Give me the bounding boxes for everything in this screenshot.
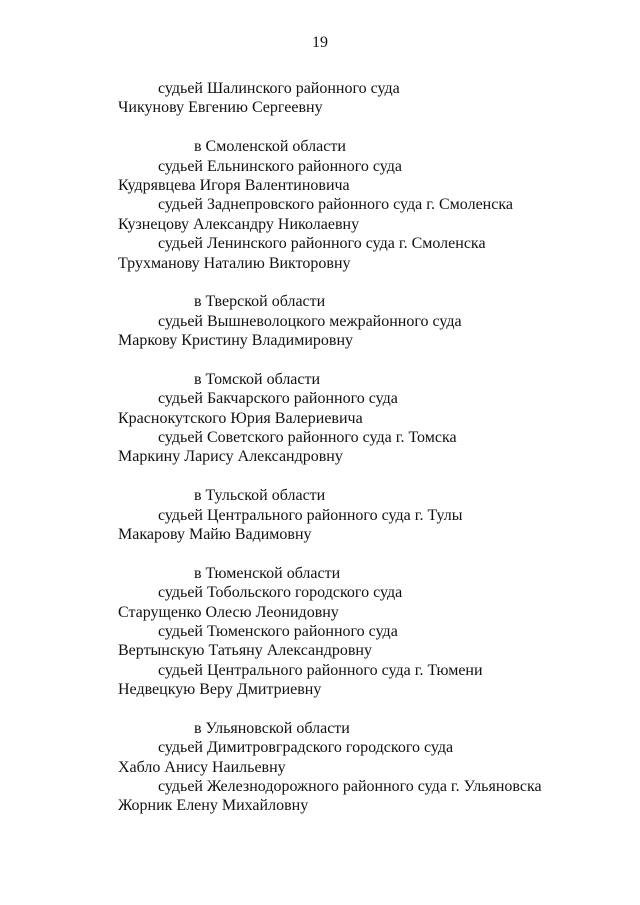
judge-name: Старущенко Олесю Леонидовну xyxy=(118,603,339,621)
judge-name: Кузнецову Александру Николаевну xyxy=(118,215,360,233)
judge-name: Маркову Кристину Владимировну xyxy=(118,332,354,350)
region-section-tyumen xyxy=(118,564,618,700)
region-section-tula xyxy=(118,486,618,544)
judge-name: Недвецкую Веру Дмитриевну xyxy=(118,681,322,699)
region-heading: в Тверской области xyxy=(194,293,326,311)
region-heading: в Тульской области xyxy=(194,487,326,505)
page-number: 19 xyxy=(312,34,328,51)
court-title: судьей Ельнинского районного суда xyxy=(158,157,403,175)
region-heading: в Тюменской области xyxy=(194,564,341,582)
region-section-smolensk xyxy=(118,137,618,273)
opening-block xyxy=(118,79,618,118)
judge-name: Вертынскую Татьяну Александровну xyxy=(118,642,372,660)
region-heading: в Томской области xyxy=(194,370,321,388)
court-title: судьей Димитровградского городского суда xyxy=(158,739,454,757)
judge-name: Чикунову Евгению Сергеевну xyxy=(118,99,323,117)
court-title: судьей Шалинского районного суда xyxy=(158,80,400,97)
region-heading: в Смоленской области xyxy=(194,138,346,156)
court-title: судьей Вышневолоцкого межрайонного суда xyxy=(158,312,462,330)
judge-name: Хабло Анису Наильевну xyxy=(118,758,286,776)
court-title: судьей Тобольского городского суда xyxy=(158,584,403,602)
court-title: судьей Ленинского районного суда г. Смоленска xyxy=(158,235,486,253)
judge-name: Трухманову Наталию Викторовну xyxy=(118,254,351,272)
judge-name: Жорник Елену Михайловну xyxy=(118,797,309,815)
court-title: судьей Центрального районного суда г. Тюмени xyxy=(158,661,483,679)
region-heading: в Ульяновской области xyxy=(194,719,350,737)
court-title: судьей Центрального районного суда г. Тулы xyxy=(158,506,463,524)
court-title: судьей Советского районного суда г. Томска xyxy=(158,429,457,447)
judge-name: Кудрявцева Игоря Валентиновича xyxy=(118,176,350,194)
judge-name: Маркину Ларису Александровну xyxy=(118,448,343,466)
region-section-ulyanovsk xyxy=(118,719,618,816)
court-title: судьей Железнодорожного районного суда г. Ульяновска xyxy=(158,778,542,796)
court-title: судьей Тюменского районного суда xyxy=(158,622,398,640)
region-section-tver xyxy=(118,292,618,350)
court-title: судьей Заднепровского районного суда г. Смоленска xyxy=(158,196,513,214)
court-title: судьей Бакчарского районного суда xyxy=(158,390,398,408)
judge-name: Макарову Майю Вадимовну xyxy=(118,525,312,543)
judge-name: Краснокутского Юрия Валериевича xyxy=(118,409,363,427)
appointment-list xyxy=(118,79,618,816)
region-section-tomsk xyxy=(118,370,618,467)
